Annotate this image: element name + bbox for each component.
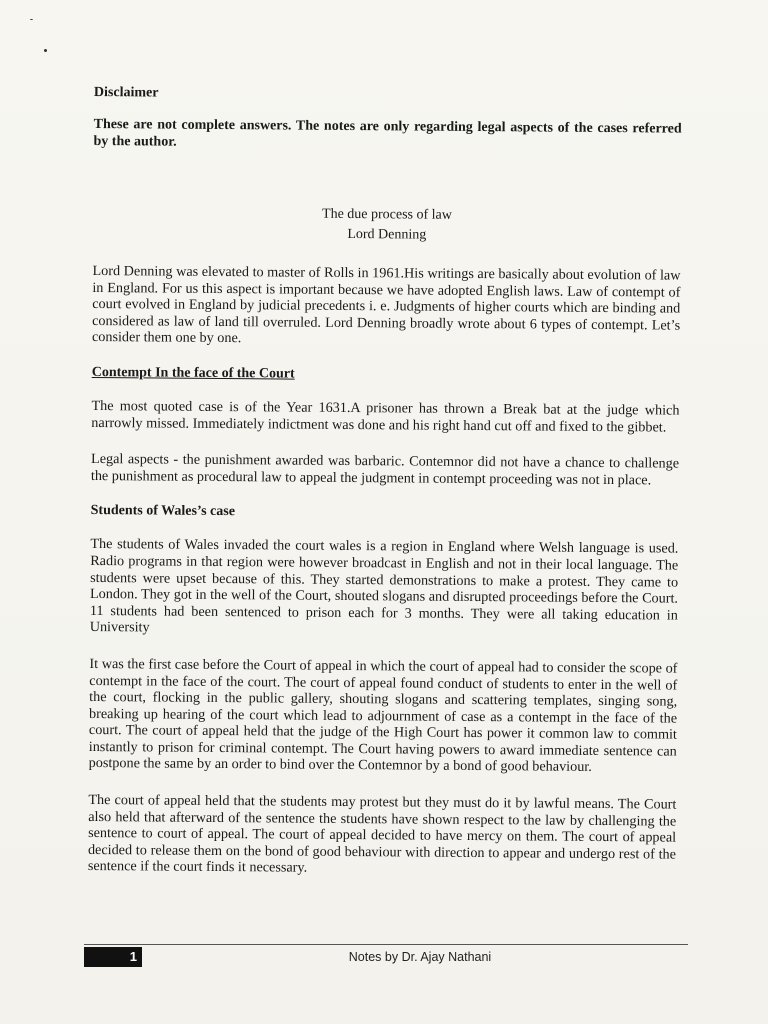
section2-paragraph-3: The court of appeal held that the students may protest but they must do it by lawful means. The Court also held that afterward of the sentence the students have shown respect to the law by challenging the sentence to court of appeal. The court of appeal decided to have mercy on them. The court of appeal decided to release them on the bond of good behaviour with direction to appear and undergo rest of the sentence if the court finds it necessary. [87,792,677,877]
article-title: The due process of law [322,206,452,223]
footer-divider [84,944,688,945]
article-author: Lord Denning [347,226,427,243]
article-title-block [93,203,681,248]
section2-paragraph-2: It was the first case before the Court of appeal in which the court of appeal had to consider the scope of contempt in the face of the court. The court of appeal found conduct of students to enter in the well of the court, flocking in the public gallery, shouting slogans and scattering templates, singing song, breaking up hearing of the court which lead to adjournment of case as a contempt in the face of the court. The court of appeal held that the judge of the High Court has power it common law to commit instantly to prison for criminal contempt. The Court having powers to award immediate sentence can postpone the same by an order to bind over the Contemnor by a bond of good behaviour. [88,655,678,776]
section-heading-wales: Students of Wales’s case [90,503,235,520]
section2-paragraph-1: The students of Wales invaded the court wales is a region in England where Welsh language is used. Radio programs in that region were however broadcast in English and not in their local language. The students were upset because of this. They started demonstrations to make a protest. They came to London. They got in the well of the Court, shouted slogans and disrupted proceedings before the Court. 11 students had been sentenced to prison each for 3 months. They were all taking education in University [89,536,679,636]
disclaimer-text: These are not complete answers. The notes are only regarding legal aspects of the cases referred by the author. [93,116,682,150]
section-heading-contempt: Contempt In the face of the Court [91,364,295,382]
page-number: 1 [84,947,142,967]
page-content [88,84,682,880]
intro-paragraph: Lord Denning was elevated to master of Rolls in 1961.His writings are basically about evolution of law in England. For us this aspect is important because we have adopted English laws. Law of contempt of court evolved in England by judicial precedents i. e. Judgments of higher courts which are binding and considered as law of land till overruled. Lord Denning broadly wrote about 6 types of contempt. Let’s consider them one by one. [91,262,681,347]
scan-speck [30,19,33,20]
section1-paragraph-1: The most quoted case is of the Year 1631.A prisoner has thrown a Break bat at the judge which narrowly missed. Immediately indictment was done and his right hand cut off and fixed to the gibbet. [91,397,680,436]
section1-paragraph-2: Legal aspects - the punishment awarded was barbaric. Contemnor did not have a chance to challenge the punishment as procedural law to appeal the judgment in contempt proceeding was not in place. [90,451,680,489]
scan-speck [44,49,47,52]
footer-credit: Notes by Dr. Ajay Nathani [348,950,492,964]
disclaimer-title: Disclaimer [93,84,159,101]
